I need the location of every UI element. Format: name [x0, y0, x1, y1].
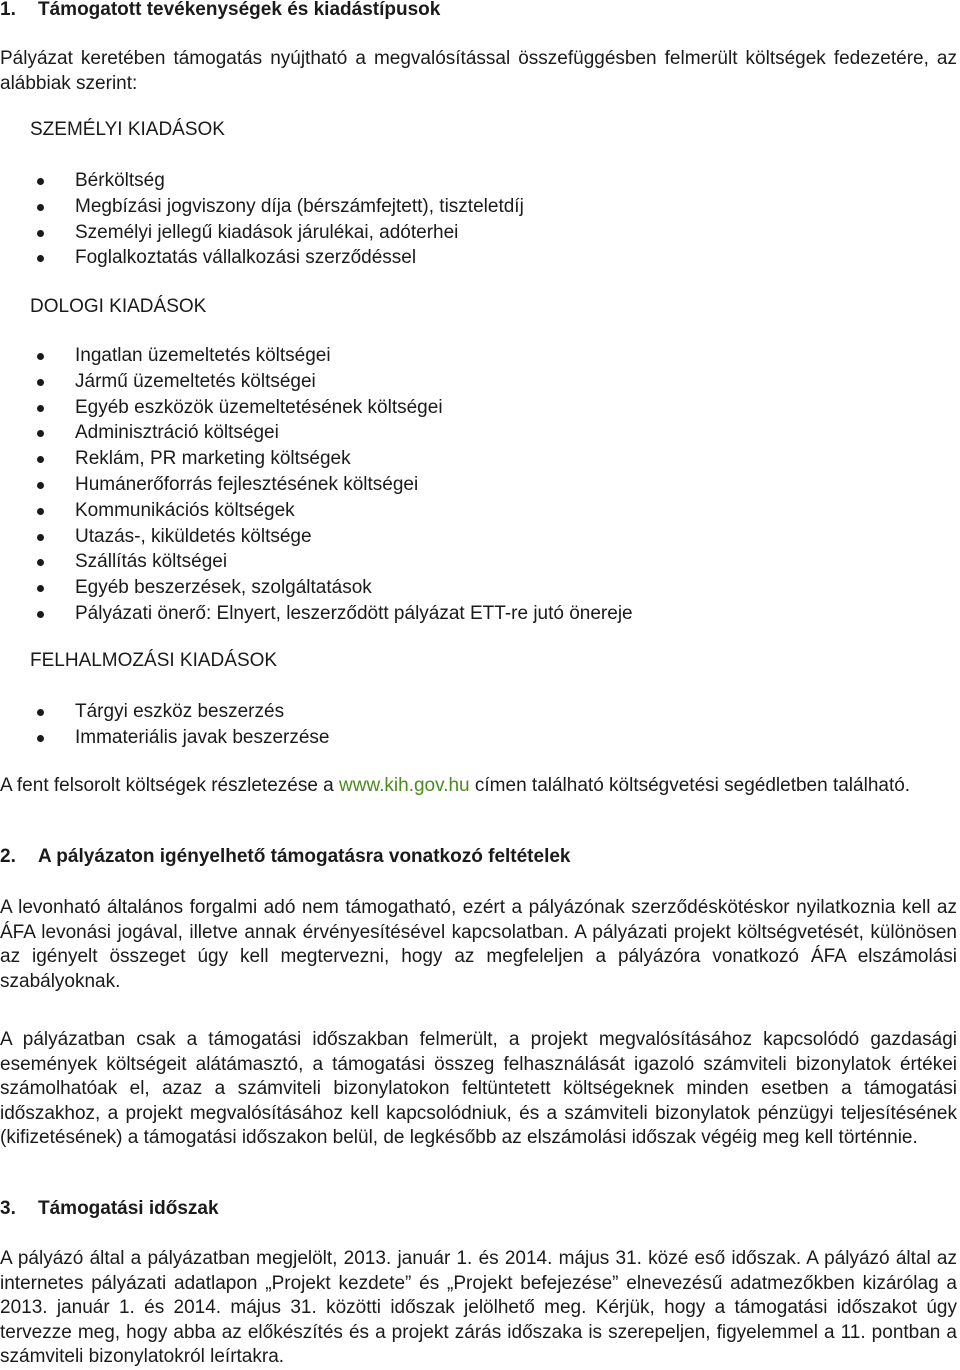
list-item: Jármű üzemeltetés költségei	[30, 369, 730, 395]
cost-details-text-end: címen található költségvetési segédletben található.	[469, 775, 911, 796]
section2-paragraph-1: A levonható általános forgalmi adó nem támogatható, ezért a pályázónak szerződéskötéskor nyilatkoznia kell az ÁFA levonási jogával, illetve annak érvényesítésével kapcsolatban. A pályázati projekt költségvetését, különösen az igényelt összeget úgy kell megtervezni, hogy az megfeleljen a pályázóra vonatkozó ÁFA elszámolási szabályoknak.	[0, 897, 957, 992]
capital-expenses-list	[30, 699, 730, 751]
material-expenses-title: DOLOGI KIADÁSOK	[30, 296, 207, 317]
section1-heading	[0, 0, 440, 21]
list-item: Humánerőforrás fejlesztésének költségei	[30, 472, 730, 498]
cost-details-paragraph	[0, 774, 957, 799]
list-item: Foglalkoztatás vállalkozási szerződéssel	[30, 245, 730, 271]
list-item: Személyi jellegű kiadások járulékai, adóterhei	[30, 220, 730, 246]
personal-expenses-title: SZEMÉLYI KIADÁSOK	[30, 119, 225, 140]
section2-paragraph-2: A pályázatban csak a támogatási időszakban felmerült, a projekt megvalósításához kapcsolódó gazdasági események költségeit alátámasztó, a támogatási összeg felhasználását igazoló számviteli bizonylatok értékei számolhatóak el, azaz a számviteli bizonylatokon feltüntetett költségeknek minden esetben a támogatási időszakhoz, a projekt megvalósításához kell kapcsolódniuk, és a számviteli bizonylatok pénzügyi teljesítésének (kifizetésének) a támogatási időszakon belül, de legkésőbb az elszámolási időszak végéig meg kell történnie.	[0, 1029, 957, 1148]
list-item: Bérköltség	[30, 168, 730, 194]
section1-title: Támogatott tevékenységek és kiadástípusok	[38, 0, 441, 20]
cost-details-text: A fent felsorolt költségek részletezése a	[0, 775, 340, 796]
section2-heading	[0, 846, 571, 868]
personal-expenses-list	[30, 168, 730, 271]
section3-number: 3.	[0, 1198, 16, 1219]
list-item: Immateriális javak beszerzése	[30, 725, 730, 751]
list-item: Megbízási jogviszony díja (bérszámfejtett), tiszteletdíj	[30, 194, 730, 220]
list-item: Egyéb eszközök üzemeltetésének költségei	[30, 395, 730, 421]
list-item: Szállítás költségei	[30, 549, 730, 575]
section3-heading	[0, 1198, 219, 1220]
section2-number: 2.	[0, 846, 16, 867]
list-item: Utazás-, kiküldetés költsége	[30, 524, 730, 550]
material-expenses-list	[30, 343, 730, 627]
section1-intro: Pályázat keretében támogatás nyújtható a megvalósítással összefüggésben felmerült költségek fedezetére, az alábbiak szerint:	[0, 48, 957, 94]
section3-paragraph: A pályázó által a pályázatban megjelölt, 2013. január 1. és 2014. május 31. közé eső időszak. A pályázó által az internetes pályázati adatlapon „Projekt kezdete” és „Projekt befejezése” elnevezésű adatmezőkben kizárólag a 2013. január 1. és 2014. május 31. közötti időszak jelölhető meg. Kérjük, hogy a támogatási időszakot úgy tervezze meg, hogy abba az előkészítés és a projekt zárás időszaka is szerepeljen, figyelemmel a 11. pontban a számviteli bizonylatokról leírtakra.	[0, 1248, 957, 1367]
list-item: Reklám, PR marketing költségek	[30, 446, 730, 472]
list-item: Pályázati önerő: Elnyert, leszerződött pályázat ETT-re jutó önereje	[30, 601, 730, 627]
section3-title: Támogatási időszak	[38, 1198, 219, 1219]
section1-number: 1.	[0, 0, 16, 20]
capital-expenses-title: FELHALMOZÁSI KIADÁSOK	[30, 650, 278, 671]
kih-website-link[interactable]: www.kih.gov.hu	[339, 775, 470, 796]
list-item: Tárgyi eszköz beszerzés	[30, 699, 730, 725]
list-item: Ingatlan üzemeltetés költségei	[30, 343, 730, 369]
list-item: Adminisztráció költségei	[30, 420, 730, 446]
list-item: Kommunikációs költségek	[30, 498, 730, 524]
list-item: Egyéb beszerzések, szolgáltatások	[30, 575, 730, 601]
section2-title: A pályázaton igényelhető támogatásra vonatkozó feltételek	[38, 846, 571, 867]
